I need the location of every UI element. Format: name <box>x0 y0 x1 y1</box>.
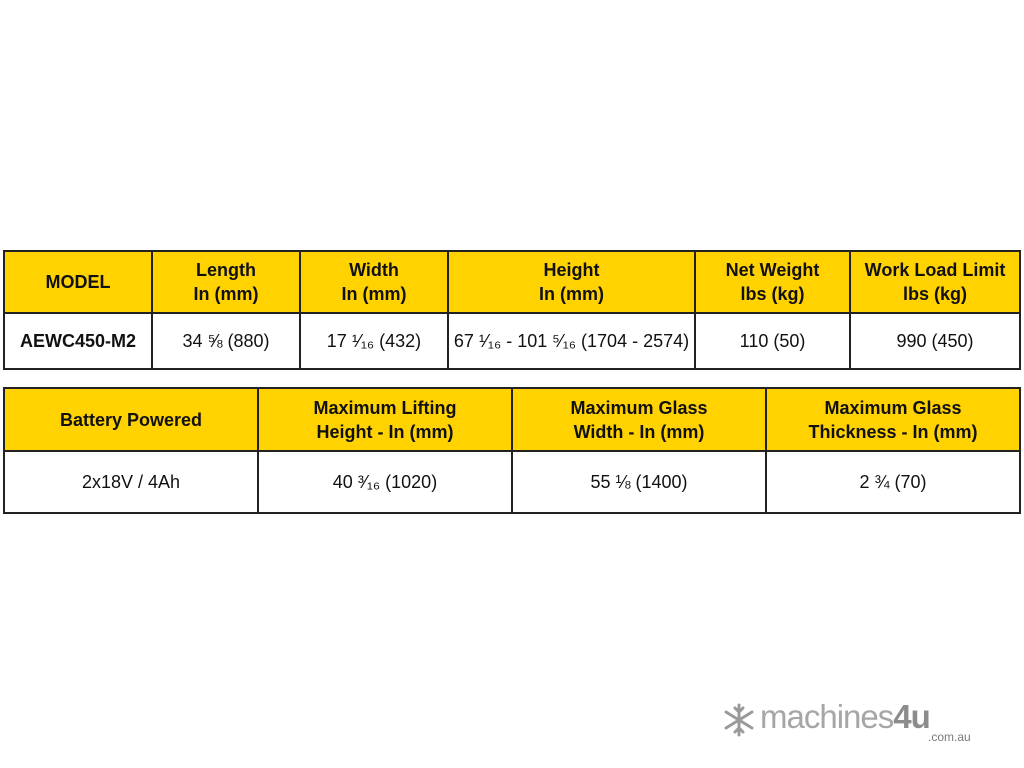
brand-domain: .com.au <box>928 730 971 744</box>
table-row <box>4 313 1020 369</box>
header-net-weight: Net Weight lbs (kg) <box>695 251 850 313</box>
header-length: Length In (mm) <box>152 251 300 313</box>
cell-max-glass-width: 55 ⅛ (1400) <box>512 451 766 513</box>
cell-height: 67 ¹⁄₁₆ - 101 ⁵⁄₁₆ (1704 - 2574) <box>448 313 695 369</box>
header-max-glass-width: Maximum Glass Width - In (mm) <box>512 388 766 451</box>
cell-max-glass-thickness: 2 ¾ (70) <box>766 451 1020 513</box>
header-work-load-limit: Work Load Limit lbs (kg) <box>850 251 1020 313</box>
cell-battery: 2x18V / 4Ah <box>4 451 258 513</box>
header-model: MODEL <box>4 251 152 313</box>
cell-model: AEWC450-M2 <box>4 313 152 369</box>
machines4u-watermark <box>722 700 990 746</box>
table-row <box>4 451 1020 513</box>
header-max-lifting-height: Maximum Lifting Height - In (mm) <box>258 388 512 451</box>
header-battery-powered: Battery Powered <box>4 388 258 451</box>
cell-work-load-limit: 990 (450) <box>850 313 1020 369</box>
table-header-row <box>4 251 1020 313</box>
header-max-glass-thickness: Maximum Glass Thickness - In (mm) <box>766 388 1020 451</box>
cell-max-lifting-height: 40 ³⁄₁₆ (1020) <box>258 451 512 513</box>
brand-wordmark: machines4u <box>760 698 930 735</box>
table-header-row <box>4 388 1020 451</box>
header-height: Height In (mm) <box>448 251 695 313</box>
model-spec-table <box>3 250 1021 370</box>
cell-net-weight: 110 (50) <box>695 313 850 369</box>
snowflake-logo-icon <box>722 702 756 738</box>
cell-width: 17 ¹⁄₁₆ (432) <box>300 313 448 369</box>
performance-spec-table <box>3 387 1021 514</box>
cell-length: 34 ⅝ (880) <box>152 313 300 369</box>
header-width: Width In (mm) <box>300 251 448 313</box>
